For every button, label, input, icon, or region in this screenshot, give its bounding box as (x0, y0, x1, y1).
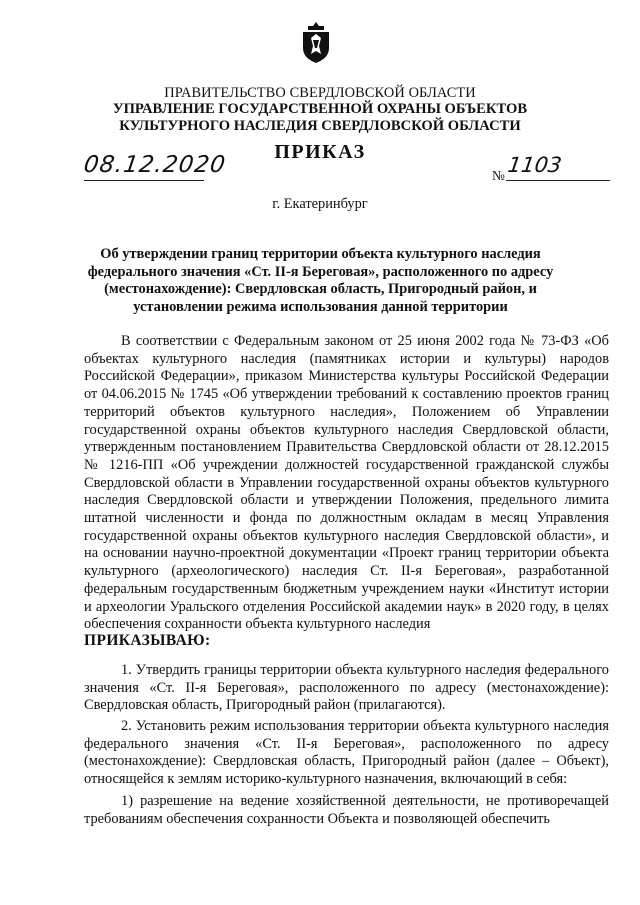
coat-of-arms-icon (299, 20, 333, 64)
date-underline (84, 180, 204, 181)
item-2: 2. Установить режим использования территории объекта культурного наследия федерального значения «Ст. II-я Береговая», расположенного по адресу (местонахождение): Свердловская область, Пригородный район (далее – Объект), относящейся к землям историко-культурного назначения, включающий в себя: (84, 718, 609, 788)
government-name: ПРАВИТЕЛЬСТВО СВЕРДЛОВСКОЙ ОБЛАСТИ (164, 85, 476, 101)
document-title: Об утверждении границ территории объекта культурного наследия федерального значения «Ст. II-я Береговая», расположенного по адресу (местонахождение): Свердловская область, Пригородный район, и установлении режима использования данной территории (87, 246, 554, 315)
document-type: ПРИКАЗ (274, 141, 366, 163)
number-label: № (492, 168, 505, 183)
order-date: 08.12.2020 (82, 152, 228, 178)
item-1: 1. Утвердить границы территории объекта культурного наследия федерального значения «Ст. II-я Береговая», расположенного по адресу (местонахождение): Свердловская область, Пригородный район (прилагаются). (84, 662, 609, 714)
city: г. Екатеринбург (272, 196, 368, 212)
order-word: ПРИКАЗЫВАЮ: (84, 632, 211, 649)
order-number: 1103 (506, 153, 564, 177)
item-2-1: 1) разрешение на ведение хозяйственной деятельности, не противоречащей требованиям обеспечения сохранности Объекта и позволяющей обеспечить (84, 793, 609, 827)
preamble-paragraph: В соответствии с Федеральным законом от 25 июня 2002 года № 73-ФЗ «Об объектах культурного наследия (памятниках истории и культуры) народов Российской Федерации», приказом Министерства культуры Российской Федерации от 04.06.2015 № 1745 «Об утверждении требований к составлению проектов границ территорий объектов культурного наследия», Положением об Управлении государственной охраны объектов культурного наследия Свердловской области, утвержденным постановлением Правительства Свердловской области от 28.12.2015 № 1216-ПП «Об учреждении должностей государственной гражданской службы Свердловской области в Управлении государственной охраны объектов культурного наследия Свердловской области и утверждении Положения, предельного лимита штатной численности и фонда по должностным окладам в месяц Управления государственной охраны объектов культурного наследия Свердловской области», и на основании научно-проектной документации «Проект границ территории объекта культурного (археологического) наследия Ст. II-я Береговая», разработанной федеральным государственным бюджетным учреждением науки «Институт истории и археологии Уральского отделения Российской академии наук» в 2020 году, в целях обеспечения сохранности объекта культурного наследия (84, 333, 609, 633)
coat-of-arms-emblem (299, 20, 333, 64)
department-name: УПРАВЛЕНИЕ ГОСУДАРСТВЕННОЙ ОХРАНЫ ОБЪЕКТОВ КУЛЬТУРНОГО НАСЛЕДИЯ СВЕРДЛОВСКОЙ ОБЛАСТИ (112, 101, 528, 134)
number-underline (506, 180, 610, 181)
